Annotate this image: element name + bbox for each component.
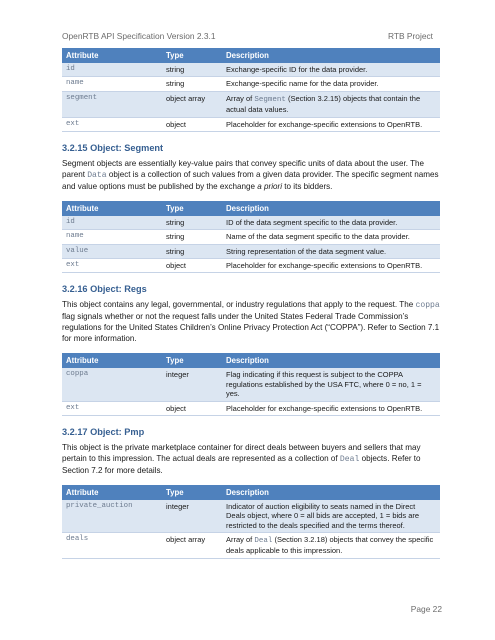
type-header: Type [162,48,222,63]
section-segment [62,143,440,274]
table-header-row [62,48,440,63]
data-object-table [62,48,440,132]
pmp-object-table [62,485,440,559]
table-row: ext object Placeholder for exchange-specific extensions to OpenRTB. [62,401,440,415]
table-header-row: Attribute Type Description [62,485,440,500]
table-row: private_auction integer Indicator of auction eligibility to seats named in the Direct Deals object, where 0 = all bids are accepted, 1 = bids are restricted to the deals specified and the terms thereof. [62,500,440,533]
section-regs [62,284,440,416]
segment-object-table [62,201,440,274]
table-row: name string Name of the data segment specific to the data provider. [62,230,440,244]
table-header-row: Attribute Type Description [62,201,440,216]
table-row: ext object Placeholder for exchange-specific extensions to OpenRTB. [62,117,440,131]
page-header [62,31,433,41]
project-name: RTB Project [388,31,433,41]
table-row: segment object array Array of Segment (Section 3.2.15) objects that contain the actual data values. [62,91,440,117]
doc-title: OpenRTB API Specification Version 2.3.1 [62,31,216,41]
page-content [62,48,440,559]
table-row: name string Exchange-specific name for the data provider. [62,77,440,91]
table-row: coppa integer Flag indicating if this request is subject to the COPPA regulations established by the USA FTC, where 0 = no, 1 = yes. [62,368,440,401]
table-row: ext object Placeholder for exchange-specific extensions to OpenRTB. [62,259,440,273]
section-paragraph: Segment objects are essentially key-value pairs that convey specific units of data about the user. The parent Data object is a collection of such values from a given data provider. The specific segment names and value options must be published by the exchange a priori to its bidders. [62,158,439,191]
section-heading: 3.2.16 Object: Regs [62,284,147,295]
table-row: id string ID of the data segment specific to the data provider. [62,216,440,230]
section-heading: 3.2.15 Object: Segment [62,142,164,153]
section-paragraph: This object is the private marketplace container for direct deals between buyers and sellers that may pertain to this impression. The actual deals are represented as a collection of Deal objects. Refer to Section 7.2 for more details. [62,442,421,475]
description-header: Description [222,48,440,63]
regs-object-table [62,353,440,416]
section-paragraph: This object contains any legal, governmental, or industry regulations that apply to the request. The coppa flag signals whether or not the request falls under the United States Federal Trade Commission’s regulations for the United States Children’s Online Privacy Protection Act (“COPPA”). Refer to Section 7.1 for more information. [62,300,440,344]
table-row: value string String representation of the data segment value. [62,244,440,258]
table-row: id string Exchange-specific ID for the data provider. [62,63,440,77]
table-row: deals object array Array of Deal (Section 3.2.18) objects that convey the specific deals applicable to this impression. [62,533,440,559]
section-pmp [62,427,440,559]
page-number: Page 22 [410,604,442,614]
section-heading: 3.2.17 Object: Pmp [62,426,145,437]
attribute-header: Attribute [62,48,162,63]
table-header-row: Attribute Type Description [62,353,440,368]
